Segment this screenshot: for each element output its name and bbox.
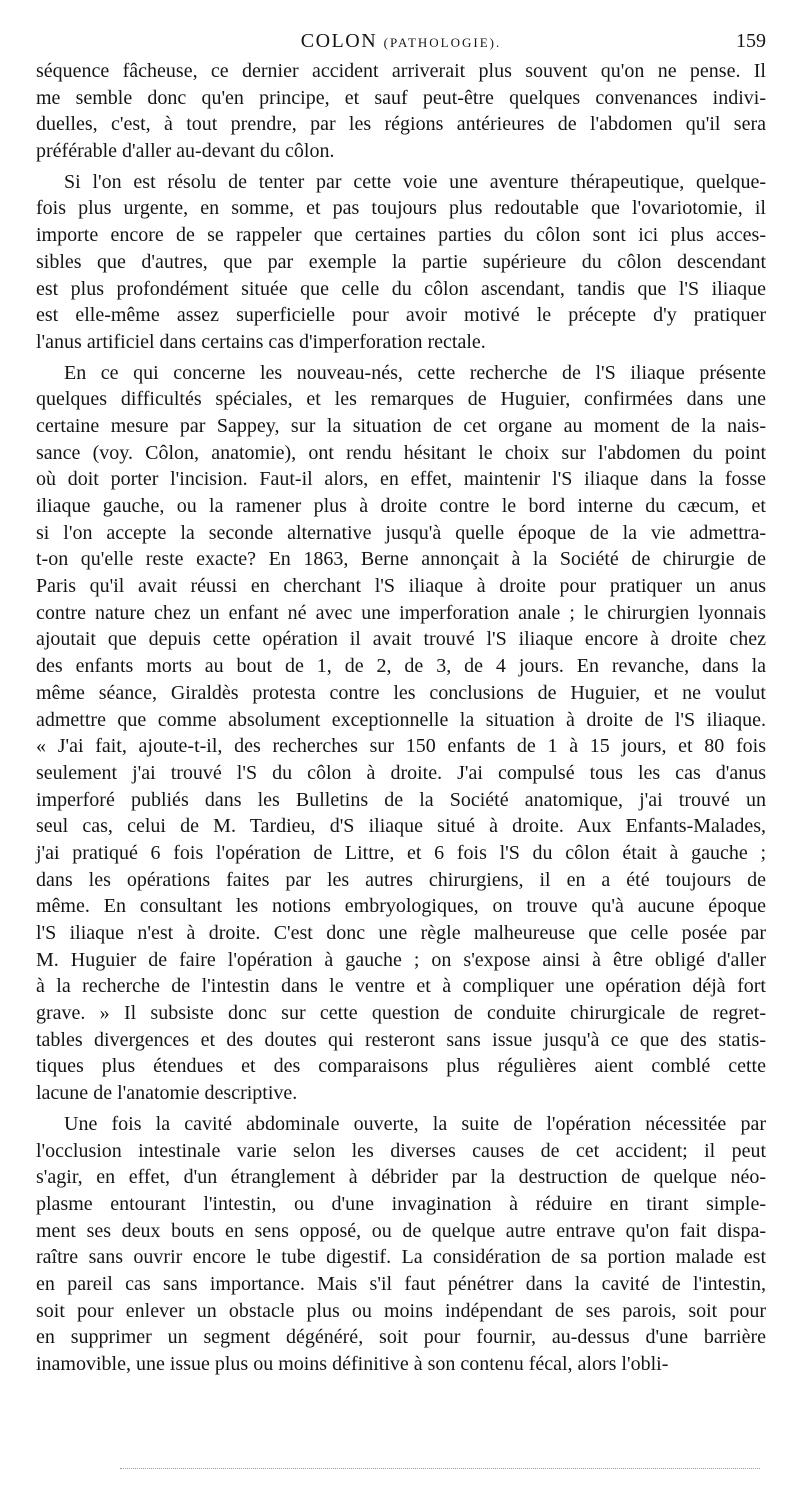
text-line: ment ses deux bouts en sens opposé, ou de quelque autre entrave qu'on fait dispa- bbox=[36, 1219, 766, 1242]
text-line: j'ai pratiqué 6 fois l'opération de Littre, et 6 fois l'S du côlon était à gauche ; bbox=[36, 841, 766, 864]
text-line: l'S iliaque n'est à droite. C'est donc une règle malheureuse que celle posée par bbox=[36, 922, 766, 944]
body-text bbox=[36, 58, 766, 1378]
page-number: 159 bbox=[736, 30, 766, 52]
text-line: à la recherche de l'intestin dans le ventre et à compliquer une opération déjà fort bbox=[36, 975, 766, 998]
text-line: dans les opérations faites par les autres chirurgiens, il en a été toujours de bbox=[36, 868, 766, 891]
text-line: duelles, c'est, à tout prendre, par les régions antérieures de l'abdomen qu'il sera bbox=[36, 113, 766, 136]
running-title-main: COLON bbox=[300, 30, 378, 52]
text-line: l'occlusion intestinale varie selon les diverses causes de cet accident; il peut bbox=[36, 1139, 766, 1162]
text-line: est plus profondément située que celle du côlon ascendant, tandis que l'S iliaque bbox=[36, 277, 766, 300]
text-line: où doit porter l'incision. Faut-il alors, en effet, maintenir l'S iliaque dans la fosse bbox=[36, 468, 766, 491]
text-line: même séance, Giraldès protesta contre les conclusions de Huguier, et ne voulut bbox=[36, 681, 766, 704]
text-line: certaine mesure par Sappey, sur la situation de cet organe au moment de la nais- bbox=[36, 414, 766, 437]
text-line: des enfants morts au bout de 1, de 2, de 3, de 4 jours. En revanche, dans la bbox=[36, 655, 766, 678]
paragraph bbox=[36, 360, 766, 1107]
text-line: imperforé publiés dans les Bulletins de la Société anatomique, j'ai trouvé un bbox=[36, 788, 766, 811]
text-line: sance (voy. Côlon, anatomie), ont rendu hésitant le choix sur l'abdomen du point bbox=[36, 441, 766, 464]
running-title bbox=[36, 30, 766, 53]
text-line: fois plus urgente, en somme, et pas toujours plus redoutable que l'ovariotomie, il bbox=[36, 197, 766, 220]
text-line: quelques difficultés spéciales, et les remarques de Huguier, confirmées dans une bbox=[36, 388, 766, 411]
text-line: me semble donc qu'en principe, et sauf peut-être quelques convenances indivi- bbox=[36, 86, 766, 109]
footer-rule bbox=[120, 1468, 760, 1469]
text-line: importe encore de se rappeler que certaines parties du côlon sont ici plus acces- bbox=[36, 224, 766, 247]
paragraph bbox=[36, 169, 766, 356]
text-line: sibles que d'autres, que par exemple la partie supérieure du côlon descendant bbox=[36, 250, 766, 273]
paragraph bbox=[36, 58, 766, 165]
text-line: tiques plus étendues et des comparaisons plus régulières aient comblé cette bbox=[36, 1055, 766, 1078]
text-line: est elle-même assez superficielle pour avoir motivé le précepte d'y pratiquer bbox=[36, 304, 766, 327]
text-line: contre nature chez un enfant né avec une imperforation anale ; le chirurgien lyonnais bbox=[36, 601, 766, 624]
text-line: M. Huguier de faire l'opération à gauche ; on s'expose ainsi à être obligé d'aller bbox=[36, 948, 766, 971]
text-line: même. En consultant les notions embryologiques, on trouve qu'à aucune époque bbox=[36, 895, 766, 918]
paragraph bbox=[36, 1111, 766, 1378]
text-line: préférable d'aller au-devant du côlon. bbox=[36, 140, 335, 163]
running-head bbox=[36, 30, 766, 60]
text-line: « J'ai fait, ajoute-t-il, des recherches sur 150 enfants de 1 à 15 jours, et 80 fois bbox=[36, 735, 766, 758]
text-line: admettre que comme absolument exceptionnelle la situation à droite de l'S iliaque. bbox=[36, 708, 766, 731]
text-line: inamovible, une issue plus ou moins définitive à son contenu fécal, alors l'obli- bbox=[36, 1353, 669, 1375]
text-line: Si l'on est résolu de tenter par cette voie une aventure thérapeutique, quelque- bbox=[64, 170, 766, 193]
text-line: seul cas, celui de M. Tardieu, d'S iliaque situé à droite. Aux Enfants-Malades, bbox=[36, 815, 766, 838]
text-line: En ce qui concerne les nouveau-nés, cette recherche de l'S iliaque présente bbox=[64, 361, 766, 384]
text-line: séquence fâcheuse, ce dernier accident arriverait plus souvent qu'on ne pense. Il bbox=[36, 60, 766, 82]
text-line: raître sans ouvrir encore le tube digestif. La considération de sa portion malade est bbox=[36, 1246, 766, 1269]
text-line: ajoutait que depuis cette opération il avait trouvé l'S iliaque encore à droite chez bbox=[36, 628, 766, 651]
text-line: en pareil cas sans importance. Mais s'il faut pénétrer dans la cavité de l'intestin, bbox=[36, 1272, 766, 1295]
text-line: Une fois la cavité abdominale ouverte, la suite de l'opération nécessitée par bbox=[64, 1112, 766, 1135]
text-line: Paris qu'il avait réussi en cherchant l'S iliaque à droite pour pratiquer un anus bbox=[36, 575, 766, 598]
text-line: s'agir, en effet, d'un étranglement à débrider par la destruction de quelque néo- bbox=[36, 1166, 766, 1189]
text-line: lacune de l'anatomie descriptive. bbox=[36, 1082, 298, 1105]
text-line: soit pour enlever un obstacle plus ou moins indépendant de ses parois, soit pour bbox=[36, 1299, 766, 1322]
text-line: tables divergences et des doutes qui resteront sans issue jusqu'à ce que des statis- bbox=[36, 1028, 766, 1051]
text-line: en supprimer un segment dégénéré, soit pour fournir, au-dessus d'une barrière bbox=[36, 1326, 766, 1349]
text-line: iliaque gauche, ou la ramener plus à droite contre le bord interne du cæcum, et bbox=[36, 495, 766, 517]
text-line: l'anus artificiel dans certains cas d'imperforation rectale. bbox=[36, 330, 486, 353]
text-line: grave. » Il subsiste donc sur cette question de conduite chirurgicale de regret- bbox=[36, 1002, 766, 1025]
text-line: plasme entourant l'intestin, ou d'une invagination à réduire en tirant simple- bbox=[36, 1192, 766, 1215]
text-line: t-on qu'elle reste exacte? En 1863, Berne annonçait à la Société de chirurgie de bbox=[36, 548, 766, 571]
running-title-sub: (PATHOLOGIE). bbox=[383, 35, 502, 50]
text-line: seulement j'ai trouvé l'S du côlon à droite. J'ai compulsé tous les cas d'anus bbox=[36, 761, 766, 784]
text-line: si l'on accepte la seconde alternative jusqu'à quelle époque de la vie admettra- bbox=[36, 521, 766, 544]
